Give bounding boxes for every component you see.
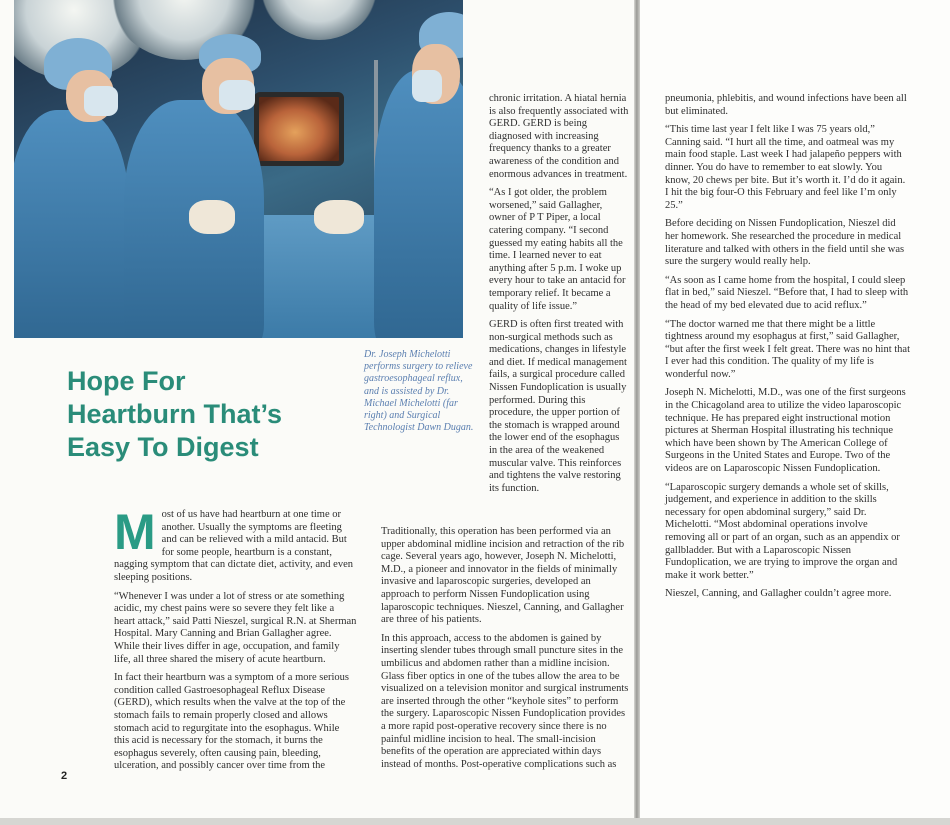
body-column-3 <box>665 93 910 607</box>
nurse-figure <box>14 110 129 338</box>
paragraph: “As soon as I came home from the hospital, I could sleep flat in bed,” said Nieszel. “Before that, I had to sleep with the head of my bed elevated due to acid reflux.” <box>665 274 909 311</box>
assistant-figure <box>374 70 463 338</box>
drop-cap: M <box>114 504 156 560</box>
paragraph <box>114 504 357 585</box>
assistant-mask <box>412 70 442 102</box>
paragraph: Before deciding on Nissen Fundoplication, Nieszel did her homework. She researched the procedure in medical literature and talked with others in the field until she was sure the surgery would really help. <box>665 218 905 268</box>
page-number: 2 <box>61 770 68 782</box>
assistant-glove <box>314 200 364 234</box>
body-column-2-lower <box>381 526 629 777</box>
video-monitor <box>254 92 344 166</box>
surgery-photo <box>14 0 463 338</box>
paragraph: Traditionally, this operation has been performed via an upper abdominal midline incision and retraction of the rib cage. Several years ago, however, Joseph N. Michelotti, M.D., a pioneer and innovator in the fields of minimally invasive and laparoscopic surgeries, developed an approach to perform Nissen Fundoplication using laparoscopic techniques. Nieszel, Canning, and Gallagher are three of his patients. <box>381 526 625 626</box>
headline-line-1: Hope For <box>67 366 186 396</box>
paragraph: “The doctor warned me that there might be a little tightness around my esophagus at first,” said Gallagher, “but after the first week I felt great. There was no hint that I ever had this condition. The quality of my life is wonderful now.” <box>665 318 911 380</box>
paragraph: “As I got older, the problem worsened,” said Gallagher, owner of P T Piper, a local catering company. “I second guessed my eating habits all the time. I learned never to eat anything after 5 p.m. I woke up every hour to take an antacid for temporary relief. It became a quality of life issue.” <box>489 187 626 312</box>
surgeon-glove <box>189 200 235 234</box>
headline-line-2: Heartburn That’s <box>67 399 283 429</box>
paragraph-text: ost of us have had heartburn at one time or another. Usually the symptoms are fleeting and can be relieved with a mild antacid. But for some people, heartburn is a constant, nagging symptom that can dictate diet, activity, and even sleeping positions. <box>114 509 353 583</box>
paragraph: Nieszel, Canning, and Gallagher couldn’t agree more. <box>665 588 892 600</box>
paragraph: GERD is often first treated with non-surgical methods such as medications, changes in lifestyle and diet. If medical management fails, a surgical procedure called Nissen Fundoplication is usually performed. During this procedure, the upper portion of the stomach is wrapped around the lower end of the esophagus in the area of the weakened muscular valve. This reinforces and tightens the valve restoring its function. <box>489 319 627 494</box>
paragraph: “This time last year I felt like I was 75 years old,” Canning said. “I hurt all the time, and oatmeal was my main food staple. Last week I had jalapeño peppers with dinner. You do have to remember to eat slowly. You know, 20 chews per bite. But it’s worth it. I’d do it again. I hit the big four-O this February and feel like I’m only 25.” <box>665 124 906 211</box>
page-bottom-edge <box>0 818 950 825</box>
body-column-2-upper <box>489 93 629 501</box>
nurse-mask <box>84 86 118 116</box>
paragraph: Joseph N. Michelotti, M.D., was one of the first surgeons in the Chicagoland area to utilize the video laparoscopic technique. He has prepared eight instructional motion pictures at Sherman Hospital illustrating his technique which have been shown by The American College of Surgeons in the United States and Europe. Two of the videos are on Laparoscopic Nissen Fundoplication. <box>665 387 906 475</box>
paragraph: pneumonia, phlebitis, and wound infections have been all but eliminated. <box>665 93 907 117</box>
surgical-light-right <box>259 0 379 40</box>
paragraph: chronic irritation. A hiatal hernia is also frequently associated with GERD. GERD is being diagnosed with increasing frequency thanks to a greater awareness of the condition and enormous advances in treatment. <box>489 93 629 180</box>
body-column-1 <box>114 504 357 779</box>
paragraph: “Laparoscopic surgery demands a whole set of skills, judgement, and experience in addition to the skills necessary for open abdominal surgery,” said Dr. Michelotti. “Most abdominal operations involve removing all or part of an organ, such as an appendix or gallbladder. But with a Laparoscopic Nissen Fundoplication, we are trying to improve the organ and make it work better.” <box>665 481 900 581</box>
article-headline <box>67 365 347 464</box>
paragraph: “Whenever I was under a lot of stress or ate something acidic, my chest pains were so severe they felt like a heart attack,” said Patti Nieszel, surgical R.N. at Sherman Hospital. Mary Canning and Brian Gallagher agree. While their lives differ in age, occupation, and family life, all three shared the misery of acute heartburn. <box>114 590 357 665</box>
surgeon-mask <box>219 80 255 110</box>
paragraph: In this approach, access to the abdomen is gained by inserting slender tubes through small puncture sites in the umbilicus and abdomen rather than a midline incision. Glass fiber optics in one of the tubes allow the area to be visualized on a television monitor and surgical instruments are inserted through the other “keyhole sites” to perform the surgery. Laparoscopic Nissen Fundoplication provides a more rapid post-operative recovery since there is no painful midline incision to heal. The small-incision benefits of the operation are appreciated within days instead of months. Post-operative complications such as <box>381 632 629 770</box>
photo-caption: Dr. Joseph Michelotti performs surgery to relieve gastroesophageal reflux, and is assisted by Dr. Michael Michelotti (far right) and Surgical Technologist Dawn Dugan. <box>364 349 474 434</box>
paragraph: In fact their heartburn was a symptom of a more serious condition called Gastroesophageal Reflux Disease (GERD), which results when the valve at the top of the stomach fails to remain properly closed and allows stomach acid to regurgitate into the esophagus. While this acid is necessary for the stomach, it burns the esophagus severely, often causing pain, bleeding, ulceration, and possibly cancer over time from the <box>114 672 350 772</box>
headline-line-3: Easy To Digest <box>67 432 259 462</box>
